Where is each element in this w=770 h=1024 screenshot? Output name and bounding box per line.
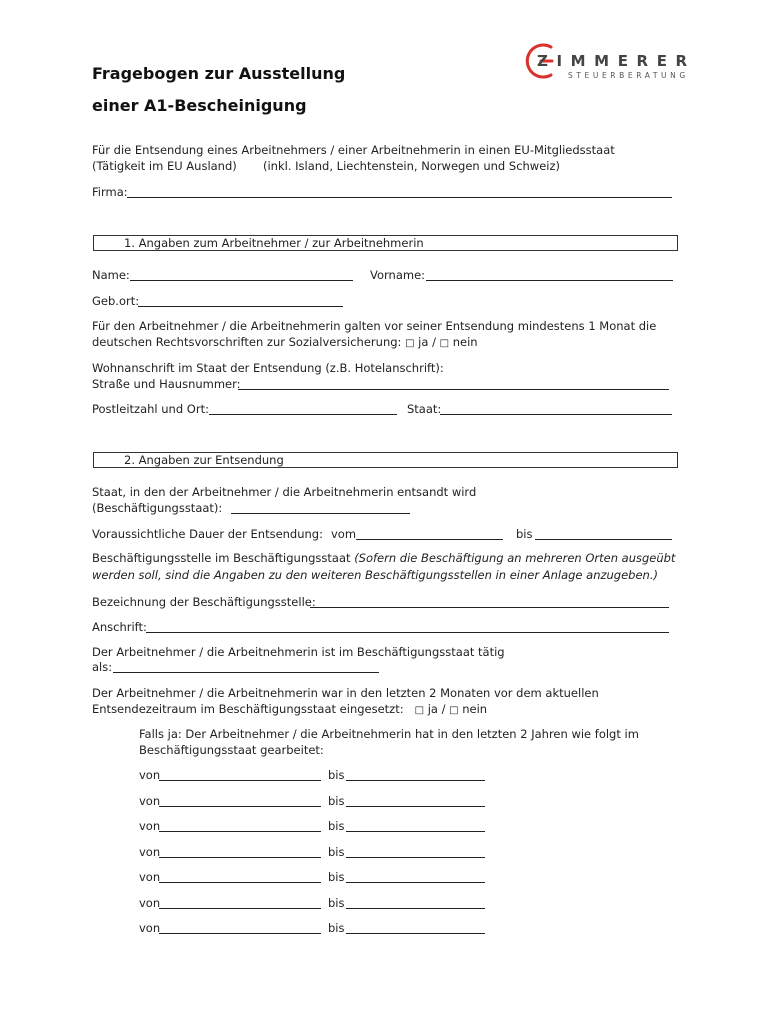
dauer-vom-field[interactable] <box>356 539 503 540</box>
period-bis-field[interactable] <box>346 933 485 934</box>
strasse-label: Straße und Hausnummer: <box>92 377 241 391</box>
intro-countries: (inkl. Island, Liechtenstein, Norwegen und Schweiz) <box>263 159 561 173</box>
falls-ja-text-cont: Beschäftigungsstaat gearbeitet: <box>139 743 324 757</box>
period-von-label: von <box>139 896 161 910</box>
beschaeftigungsstelle-text: Beschäftigungsstelle im Beschäftigungsstaat <box>92 551 355 565</box>
firma-field[interactable] <box>127 197 672 198</box>
rv-question: Für den Arbeitnehmer / die Arbeitnehmerin galten vor seiner Entsendung mindestens 1 Monat die <box>92 319 657 333</box>
dauer-bis-label: bis <box>516 527 533 541</box>
rv-question-text: deutschen Rechtsvorschriften zur Sozialversicherung: <box>92 335 406 349</box>
period-von-field[interactable] <box>159 857 321 858</box>
page-title: Fragebogen zur Ausstellung <box>92 64 346 83</box>
section-1-heading: 1. Angaben zum Arbeitnehmer / zur Arbeitnehmerin <box>124 236 424 250</box>
beschaeftigungsstelle-intro <box>92 551 675 565</box>
beschaeftigungsstaat-label: (Beschäftigungsstaat): <box>92 501 223 515</box>
period-von-label: von <box>139 819 161 833</box>
staat-label: Staat: <box>407 402 442 416</box>
beschaeftigungsstelle-note-cont: werden soll, sind die Angaben zu den weiteren Beschäftigungsstellen in einer Anlage anzugeben.) <box>92 568 658 582</box>
period-von-label: von <box>139 845 161 859</box>
section-1-header <box>93 235 678 251</box>
period-bis-field[interactable] <box>346 806 485 807</box>
vorbeschaeftigung-nein-checkbox[interactable]: □ <box>449 705 459 716</box>
period-bis-field[interactable] <box>346 780 485 781</box>
dauer-vom-label: vom <box>331 527 357 541</box>
anschrift-field[interactable] <box>146 632 669 633</box>
staat-field[interactable] <box>440 414 672 415</box>
intro-text: Für die Entsendung eines Arbeitnehmers / einer Arbeitnehmerin in einen EU-Mitgliedsstaat <box>92 143 615 157</box>
vorbeschaeftigung-ja-checkbox[interactable]: □ <box>414 705 425 716</box>
period-bis-label: bis <box>328 870 345 884</box>
period-von-field[interactable] <box>159 933 321 934</box>
period-von-label: von <box>139 768 161 782</box>
period-von-label: von <box>139 921 161 935</box>
vorbeschaeftigung-ja-label: ja <box>427 702 438 716</box>
plz-ort-label: Postleitzahl und Ort: <box>92 402 209 416</box>
dauer-label: Voraussichtliche Dauer der Entsendung: <box>92 527 323 541</box>
nein-checkbox[interactable]: □ <box>439 338 450 349</box>
wohnanschrift-label: Wohnanschrift im Staat der Entsendung (z.B. Hotelanschrift): <box>92 361 444 375</box>
strasse-field[interactable] <box>238 389 669 390</box>
taetigkeit-label: als: <box>92 660 113 674</box>
firma-label: Firma: <box>92 185 128 199</box>
vorbeschaeftigung-question-cont: Entsendezeitraum im Beschäftigungsstaat eingesetzt: □ ja / □ nein <box>92 702 488 716</box>
period-bis-label: bis <box>328 845 345 859</box>
logo-tagline: STEUERBERATUNG <box>568 71 689 80</box>
period-bis-field[interactable] <box>346 857 485 858</box>
beschaeftigungsstelle-note: (Sofern die Beschäftigung an mehreren Orten ausgeübt <box>354 551 676 565</box>
logo-name: ZIMMERER <box>537 52 696 70</box>
bezeichnung-field[interactable] <box>310 607 669 608</box>
vorbeschaeftigung-text: Entsendezeitraum im Beschäftigungsstaat eingesetzt: <box>92 702 404 716</box>
period-bis-field[interactable] <box>346 831 485 832</box>
period-von-field[interactable] <box>159 780 321 781</box>
period-von-field[interactable] <box>159 882 321 883</box>
vorname-label: Vorname: <box>370 268 426 282</box>
period-bis-label: bis <box>328 794 345 808</box>
bezeichnung-label: Bezeichnung der Beschäftigungsstelle: <box>92 595 316 609</box>
anschrift-label: Anschrift: <box>92 620 147 634</box>
vorbeschaeftigung-question: Der Arbeitnehmer / die Arbeitnehmerin war in den letzten 2 Monaten vor dem aktuellen <box>92 686 599 700</box>
section-2-header <box>93 452 678 468</box>
period-bis-field[interactable] <box>346 908 485 909</box>
vorname-field[interactable] <box>426 280 673 281</box>
geburtsort-label: Geb.ort: <box>92 294 140 308</box>
vorbeschaeftigung-nein-label: nein <box>462 702 488 716</box>
page-subtitle: einer A1-Bescheinigung <box>92 96 307 115</box>
period-von-field[interactable] <box>159 831 321 832</box>
period-von-label: von <box>139 870 161 884</box>
period-bis-label: bis <box>328 896 345 910</box>
ja-checkbox[interactable]: □ <box>405 338 415 349</box>
beschaeftigungsstaat-field[interactable] <box>231 513 410 514</box>
geburtsort-field[interactable] <box>138 306 343 307</box>
period-von-field[interactable] <box>159 806 321 807</box>
name-label: Name: <box>92 268 130 282</box>
section-2-heading: 2. Angaben zur Entsendung <box>124 453 284 467</box>
plz-ort-field[interactable] <box>209 414 397 415</box>
name-field[interactable] <box>130 280 353 281</box>
taetigkeit-question: Der Arbeitnehmer / die Arbeitnehmerin ist im Beschäftigungsstaat tätig <box>92 645 505 659</box>
period-bis-label: bis <box>328 768 345 782</box>
rv-question-cont: deutschen Rechtsvorschriften zur Sozialversicherung: □ ja / □ nein <box>92 335 478 349</box>
period-bis-label: bis <box>328 921 345 935</box>
nein-label: nein <box>452 335 478 349</box>
dauer-bis-field[interactable] <box>535 539 672 540</box>
period-von-field[interactable] <box>159 908 321 909</box>
period-bis-label: bis <box>328 819 345 833</box>
intro-scope: (Tätigkeit im EU Ausland) <box>92 159 237 173</box>
period-von-label: von <box>139 794 161 808</box>
ja-label: ja <box>418 335 429 349</box>
taetigkeit-field[interactable] <box>113 672 379 673</box>
beschaeftigungsstaat-question: Staat, in den der Arbeitnehmer / die Arbeitnehmerin entsandt wird <box>92 485 477 499</box>
falls-ja-text: Falls ja: Der Arbeitnehmer / die Arbeitnehmerin hat in den letzten 2 Jahren wie folgt im <box>139 727 639 741</box>
period-bis-field[interactable] <box>346 882 485 883</box>
